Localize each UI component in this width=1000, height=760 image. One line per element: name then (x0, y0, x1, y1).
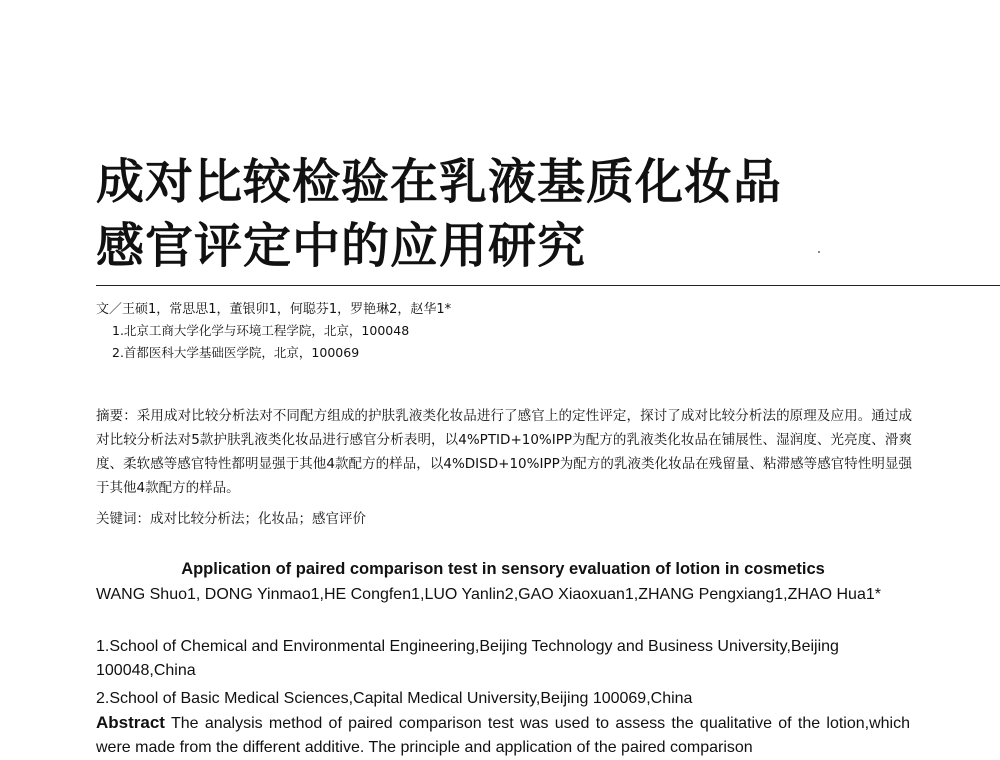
article-title (96, 150, 782, 278)
keywords-cn: 关键词：成对比较分析法；化妆品；感官评价 (96, 511, 366, 527)
abstract-en-text: The analysis method of paired comparison test was used to assess the qualitative of the lotion,which were made from the different additive. The principle and application of the paired comparison (96, 715, 910, 756)
abstract-en-label: Abstract (96, 713, 165, 732)
affiliation-cn-2: 2.首都医科大学基础医学院，北京，100069 (112, 345, 360, 360)
affiliation-en-2: 2.School of Basic Medical Sciences,Capital Medical University,Beijing 100069,China (96, 690, 693, 707)
title-line-2: 感官评定中的应用研究 (96, 218, 587, 274)
authors-cn: 文／王硕1，常思思1，董银卯1，何聪芬1，罗艳琳2，赵华1* (96, 302, 452, 317)
affiliation-cn-1: 1.北京工商大学化学与环境工程学院，北京，100048 (112, 323, 410, 338)
title-divider (96, 285, 1000, 286)
english-title: Application of paired comparison test in sensory evaluation of lotion in cosmetics (181, 560, 825, 578)
affiliation-en-1: 1.School of Chemical and Environmental Engineering,Beijing Technology and Business University,Beijing 100048,China (96, 638, 839, 679)
title-line-1: 成对比较检验在乳液基质化妆品 (96, 154, 783, 210)
abstract-en (96, 711, 910, 760)
speck (818, 251, 820, 253)
authors-en: WANG Shuo1, DONG Yinmao1,HE Congfen1,LUO Yanlin2,GAO Xiaoxuan1,ZHANG Pengxiang1,ZHAO Hua1* (96, 586, 881, 603)
abstract-cn: 摘要：采用成对比较分析法对不同配方组成的护肤乳液类化妆品进行了感官上的定性评定，探讨了成对比较分析法的原理及应用。通过成对比较分析法对5款护肤乳液类化妆品进行感官分析表明，以4%PTID+10%IPP为配方的乳液类化妆品在铺展性、湿润度、光亮度、滑爽度、柔软感等感官特性都明显强于其他4款配方的样品，以4%DISD+10%IPP为配方的乳液类化妆品在残留量、粘滞感等感官特性明显强于其他4款配方的样品。 (96, 408, 912, 496)
